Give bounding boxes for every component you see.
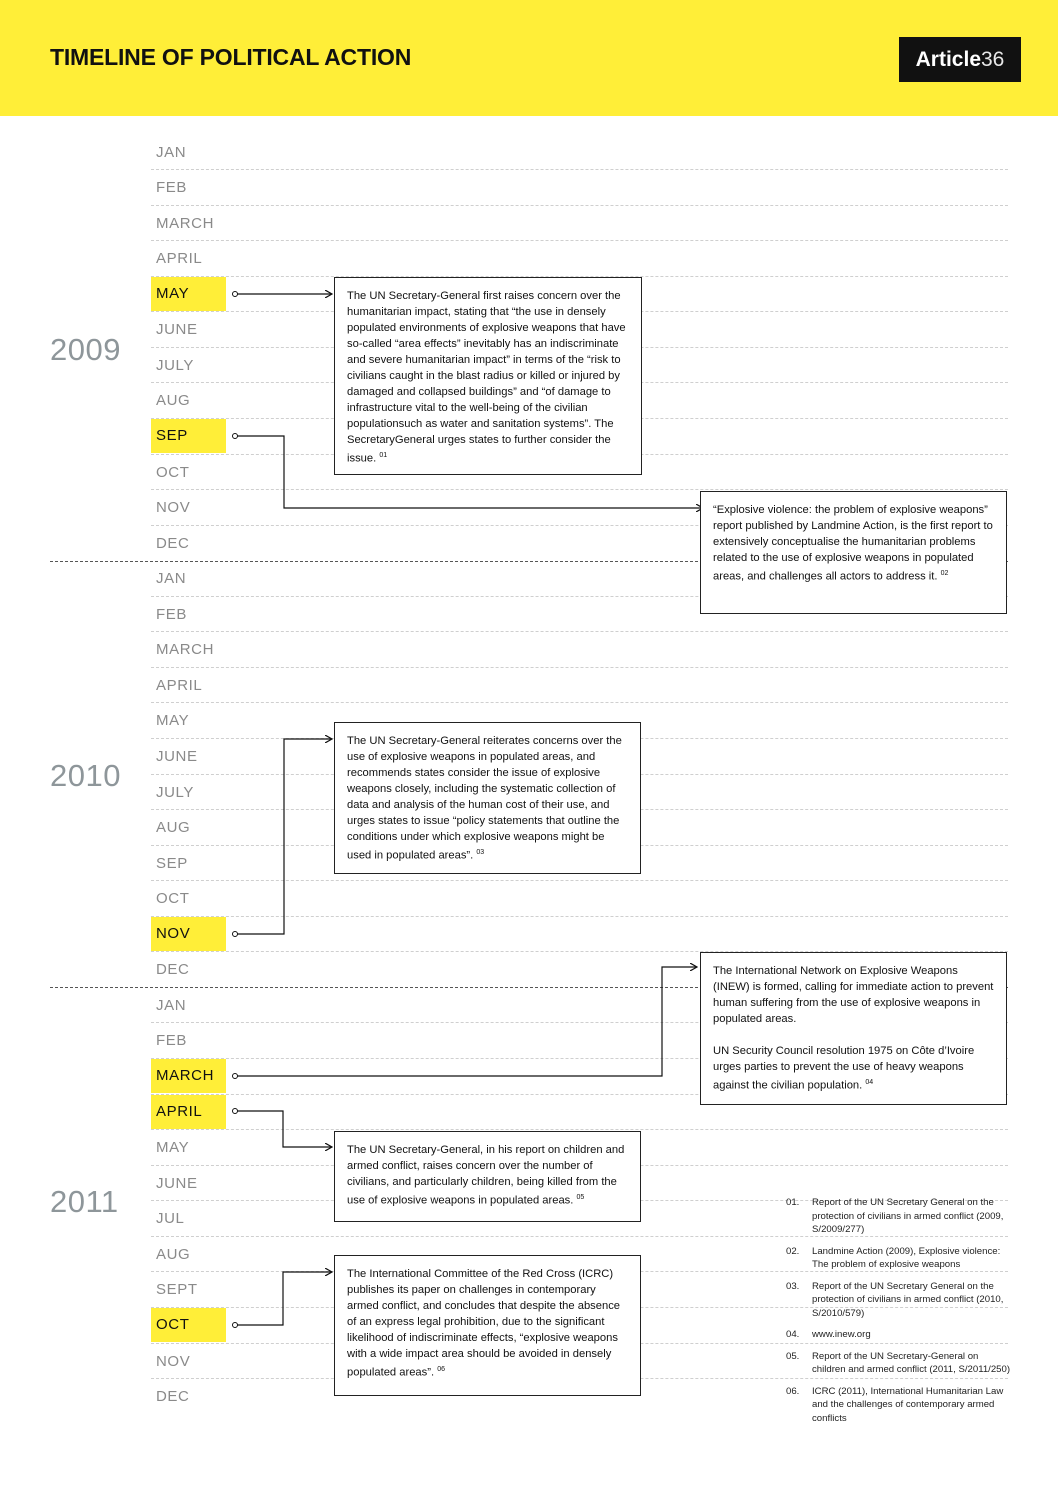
month-label: JULY — [156, 784, 194, 801]
month-label: JUNE — [156, 1175, 198, 1192]
article36-logo: Article36 — [899, 37, 1021, 82]
event-box-02: “Explosive violence: the problem of explosive weapons” report published by Landmine Action, is the first report to extensively conceptualise the humanitarian problems related to the use of explosive weapons in populated areas, and challenges all actors to address it. $^{02}$ — [700, 491, 1007, 614]
month-label: MAY — [156, 1139, 190, 1156]
reference-item: 02. Landmine Action (2009), Explosive violence: The problem of explosive weapons — [786, 1245, 1001, 1270]
month-label: JULY — [156, 357, 194, 374]
month-label: OCT — [156, 890, 190, 907]
month-label-highlighted: APRIL — [151, 1095, 226, 1129]
month-label: AUG — [156, 1246, 191, 1263]
month-label: JUNE — [156, 748, 198, 765]
connector-node — [233, 434, 238, 439]
connector-node — [233, 1074, 238, 1079]
month-label: JUL — [156, 1210, 185, 1227]
month-label: FEB — [156, 1032, 187, 1049]
year-label: 2010 — [50, 758, 121, 793]
reference-item: 03. Report of the UN Secretary General on the protection of civilians in armed conflict (2010, S/2010/579) — [786, 1280, 1004, 1319]
reference-item: 05. Report of the UN Secretary-General on children and armed conflict (2011, S/2011/250) — [786, 1350, 1011, 1375]
month-label: FEB — [156, 606, 187, 623]
month-label-highlighted: MARCH — [151, 1059, 226, 1093]
month-label: NOV — [156, 499, 191, 516]
month-label: DEC — [156, 961, 190, 978]
event-box-04: The International Network on Explosive Weapons (INEW) is formed, calling for immediate action to prevent human suffering from the use of explosive weapons in populated areas. UN Security Council resolution 1975 on Côte d’Ivoire urges parties to prevent the use of heavy weapons against the civilian population. $^{04}$ — [700, 952, 1007, 1105]
month-label-highlighted: SEP — [151, 419, 226, 453]
month-label: MARCH — [156, 641, 214, 658]
event-box-05: The UN Secretary-General, in his report on children and armed conflict, raises concern over the number of civilians, and particularly children, being killed from the use of explosive weapons in populated areas. $^{05}$ — [334, 1131, 641, 1222]
year-label: 2009 — [50, 332, 121, 367]
month-label-highlighted: NOV — [151, 917, 226, 951]
event-box-06: The International Committee of the Red Cross (ICRC) publishes its paper on challenges in contemporary armed conflict, and concludes that despite the absence of an express legal prohibition, due to the significant likelihood of indiscriminate effects, “explosive weapons with a wide impact area should be avoided in densely populated areas”. $^{06}$ — [334, 1255, 641, 1396]
month-label: JAN — [156, 144, 187, 161]
month-label: APRIL — [156, 677, 203, 694]
month-label: APRIL — [156, 250, 203, 267]
month-label: SEP — [156, 855, 188, 872]
connector-node — [233, 292, 238, 297]
connector-oct-2011 — [237, 1272, 332, 1325]
month-label: AUG — [156, 819, 191, 836]
month-label: JAN — [156, 570, 187, 587]
month-label: MARCH — [156, 215, 214, 232]
month-label-highlighted: OCT — [151, 1308, 226, 1342]
connector-nov-2010 — [237, 739, 332, 934]
connector-node — [233, 1323, 238, 1328]
month-label-highlighted: MAY — [151, 277, 226, 311]
reference-item: 06. ICRC (2011), International Humanitarian Law and the challenges of contemporary armed conflicts — [786, 1385, 1004, 1424]
month-label: AUG — [156, 392, 191, 409]
month-label: FEB — [156, 179, 187, 196]
month-label: MAY — [156, 712, 190, 729]
reference-item: 04. www.inew.org — [786, 1329, 871, 1340]
month-label: SEPT — [156, 1281, 198, 1298]
connector-april-2011 — [237, 1111, 332, 1147]
month-label: NOV — [156, 1353, 191, 1370]
month-label: JAN — [156, 997, 187, 1014]
connector-node — [233, 932, 238, 937]
month-label: DEC — [156, 1388, 190, 1405]
event-box-01: The UN Secretary-General first raises concern over the humanitarian impact, stating that “the use in densely populated environments of explosive weapons that have so-called “area effects” inevitably has an indiscriminate and severe humanitarian impact” in terms of the “risk to civilians caught in the blast radius or killed or injured by damaged and collapsed buildings” and “of damage to infrastructure vital to the well-being of the civilian populationsuch as water and sanitation systems”. The SecretaryGeneral urges states to further consider the issue. $^{01}$ — [334, 277, 642, 475]
reference-item: 01. Report of the UN Secretary General on the protection of civilians in armed conflict (2009, S/2009/277) — [786, 1197, 1004, 1235]
page-title: TIMELINE OF POLITICAL ACTION — [50, 44, 412, 70]
month-label: DEC — [156, 535, 190, 552]
event-box-03: The UN Secretary-General reiterates concerns over the use of explosive weapons in populated areas, and recommends states consider the issue of explosive weapons closely, including the systematic collection of data and analysis of the human cost of their use, and urges states to issue “policy statements that outline the conditions under which explosive weapons might be used in populated areas”. $^{03}$ — [334, 722, 641, 874]
connector-march-2011 — [237, 967, 697, 1076]
year-label: 2011 — [50, 1184, 119, 1219]
references-list — [786, 1196, 1011, 1433]
month-label: JUNE — [156, 321, 198, 338]
connector-node — [233, 1109, 238, 1114]
month-label: OCT — [156, 464, 190, 481]
